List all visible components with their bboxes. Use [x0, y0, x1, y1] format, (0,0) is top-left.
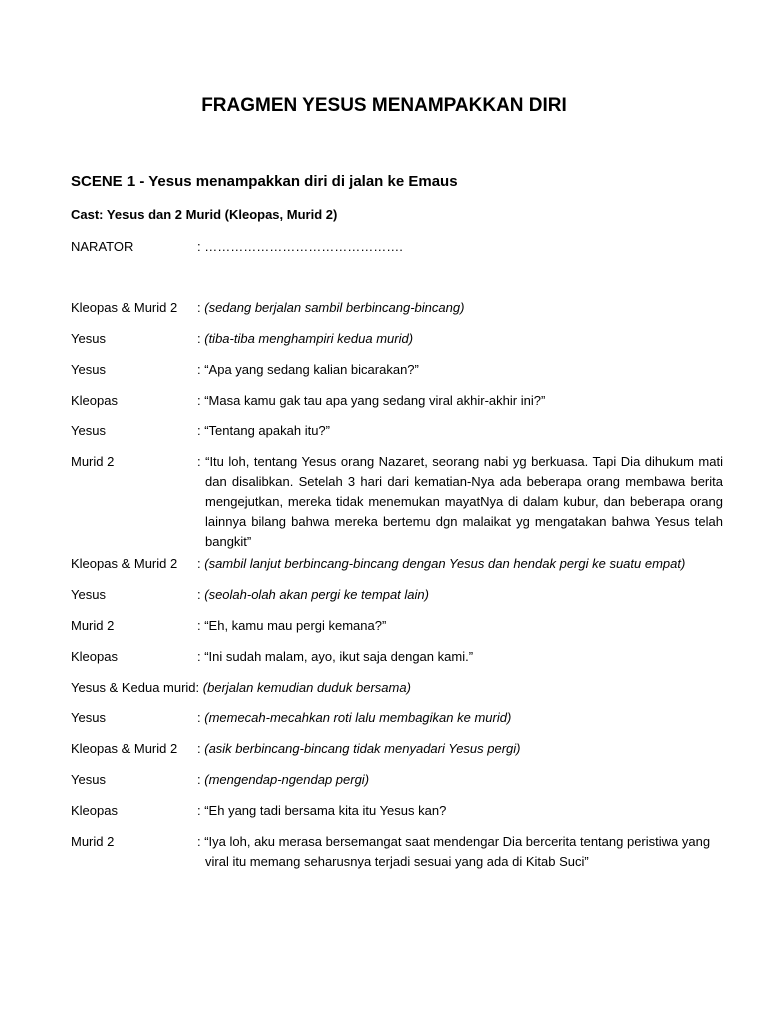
speaker-name: NARATOR	[71, 239, 134, 254]
document-title: FRAGMEN YESUS MENAMPAKKAN DIRI	[201, 95, 567, 116]
script-row	[71, 678, 723, 698]
dialogue-line: : “Apa yang sedang kalian bicarakan?”	[197, 362, 419, 377]
stage-direction-text: (sedang berjalan sambil berbincang-bincang)	[204, 300, 465, 315]
stage-direction	[197, 554, 723, 574]
dialogue-line: : “Tentang apakah itu?”	[197, 423, 330, 438]
speaker-name: Yesus	[71, 587, 106, 602]
dialogue-line: : ……………………………………….	[197, 239, 403, 254]
stage-direction-text: (memecah-mecahkan roti lalu membagikan ke murid)	[204, 710, 512, 725]
speaker-name: Murid 2	[71, 454, 115, 469]
speaker-name: Yesus	[71, 772, 106, 787]
colon-separator: :	[197, 772, 205, 787]
colon-separator: :	[197, 331, 205, 346]
speaker-name: Yesus & Kedua murid:	[71, 680, 200, 695]
cast-line: Cast: Yesus dan 2 Murid (Kleopas, Murid 2)	[71, 207, 338, 222]
dialogue-line: : “Itu loh, tentang Yesus orang Nazaret, seorang nabi yg berkuasa. Tapi Dia dihukum mati dan disalibkan. Setelah 3 hari dari kematian-Nya ada beberapa orang membawa berita mengejutkan, mereka tidak menemukan mayatNya di dalam kubur, dan beberapa orang lainnya bilang bahwa mereka bertemu dgn malaikat yg mengatakan bahwa Yesus telah bangkit”	[197, 454, 723, 549]
stage-direction-text: (tiba-tiba menghampiri kedua murid)	[204, 331, 414, 346]
stage-direction-text: (mengendap-ngendap pergi)	[204, 772, 370, 787]
speaker-name: Kleopas	[71, 393, 118, 408]
speaker-name: Yesus	[71, 710, 106, 725]
stage-direction	[197, 298, 723, 318]
stage-direction-text: (seolah-olah akan pergi ke tempat lain)	[204, 587, 429, 602]
dialogue-line: : “Masa kamu gak tau apa yang sedang viral akhir-akhir ini?”	[197, 393, 546, 408]
dialogue-line: : “Eh yang tadi bersama kita itu Yesus kan?	[197, 803, 447, 818]
speaker-name: Kleopas	[71, 649, 118, 664]
dialogue-line: : “Iya loh, aku merasa bersemangat saat mendengar Dia bercerita tentang peristiwa yang viral itu memang seharusnya terjadi sesuai yang ada di Kitab Suci”	[197, 834, 711, 869]
speaker-name: Murid 2	[71, 834, 115, 849]
colon-separator: :	[197, 556, 205, 571]
speaker-name: Yesus	[71, 331, 106, 346]
stage-direction	[197, 708, 723, 728]
stage-direction	[197, 739, 723, 759]
colon-separator: :	[197, 300, 205, 315]
stage-direction	[197, 585, 723, 605]
dialogue-line: : “Ini sudah malam, ayo, ikut saja dengan kami.”	[197, 649, 474, 664]
scene-heading: SCENE 1 - Yesus menampakkan diri di jalan ke Emaus	[71, 173, 458, 190]
speaker-name: Murid 2	[71, 618, 115, 633]
stage-direction	[197, 770, 723, 790]
stage-direction-text: (berjalan kemudian duduk bersama)	[202, 680, 411, 695]
speaker-name: Kleopas & Murid 2	[71, 300, 178, 315]
colon-separator: :	[197, 710, 205, 725]
stage-direction-text: (sambil lanjut berbincang-bincang dengan Yesus dan hendak pergi ke suatu empat)	[204, 556, 686, 571]
speaker-name: Kleopas	[71, 803, 118, 818]
dialogue-line: : “Eh, kamu mau pergi kemana?”	[197, 618, 387, 633]
speaker-name: Kleopas & Murid 2	[71, 741, 178, 756]
speaker-name: Kleopas & Murid 2	[71, 556, 178, 571]
colon-separator: :	[197, 587, 205, 602]
speaker-name: Yesus	[71, 362, 106, 377]
speaker-name: Yesus	[71, 423, 106, 438]
stage-direction	[197, 329, 723, 349]
colon-separator: :	[197, 741, 205, 756]
stage-direction-text: (asik berbincang-bincang tidak menyadari Yesus pergi)	[204, 741, 521, 756]
